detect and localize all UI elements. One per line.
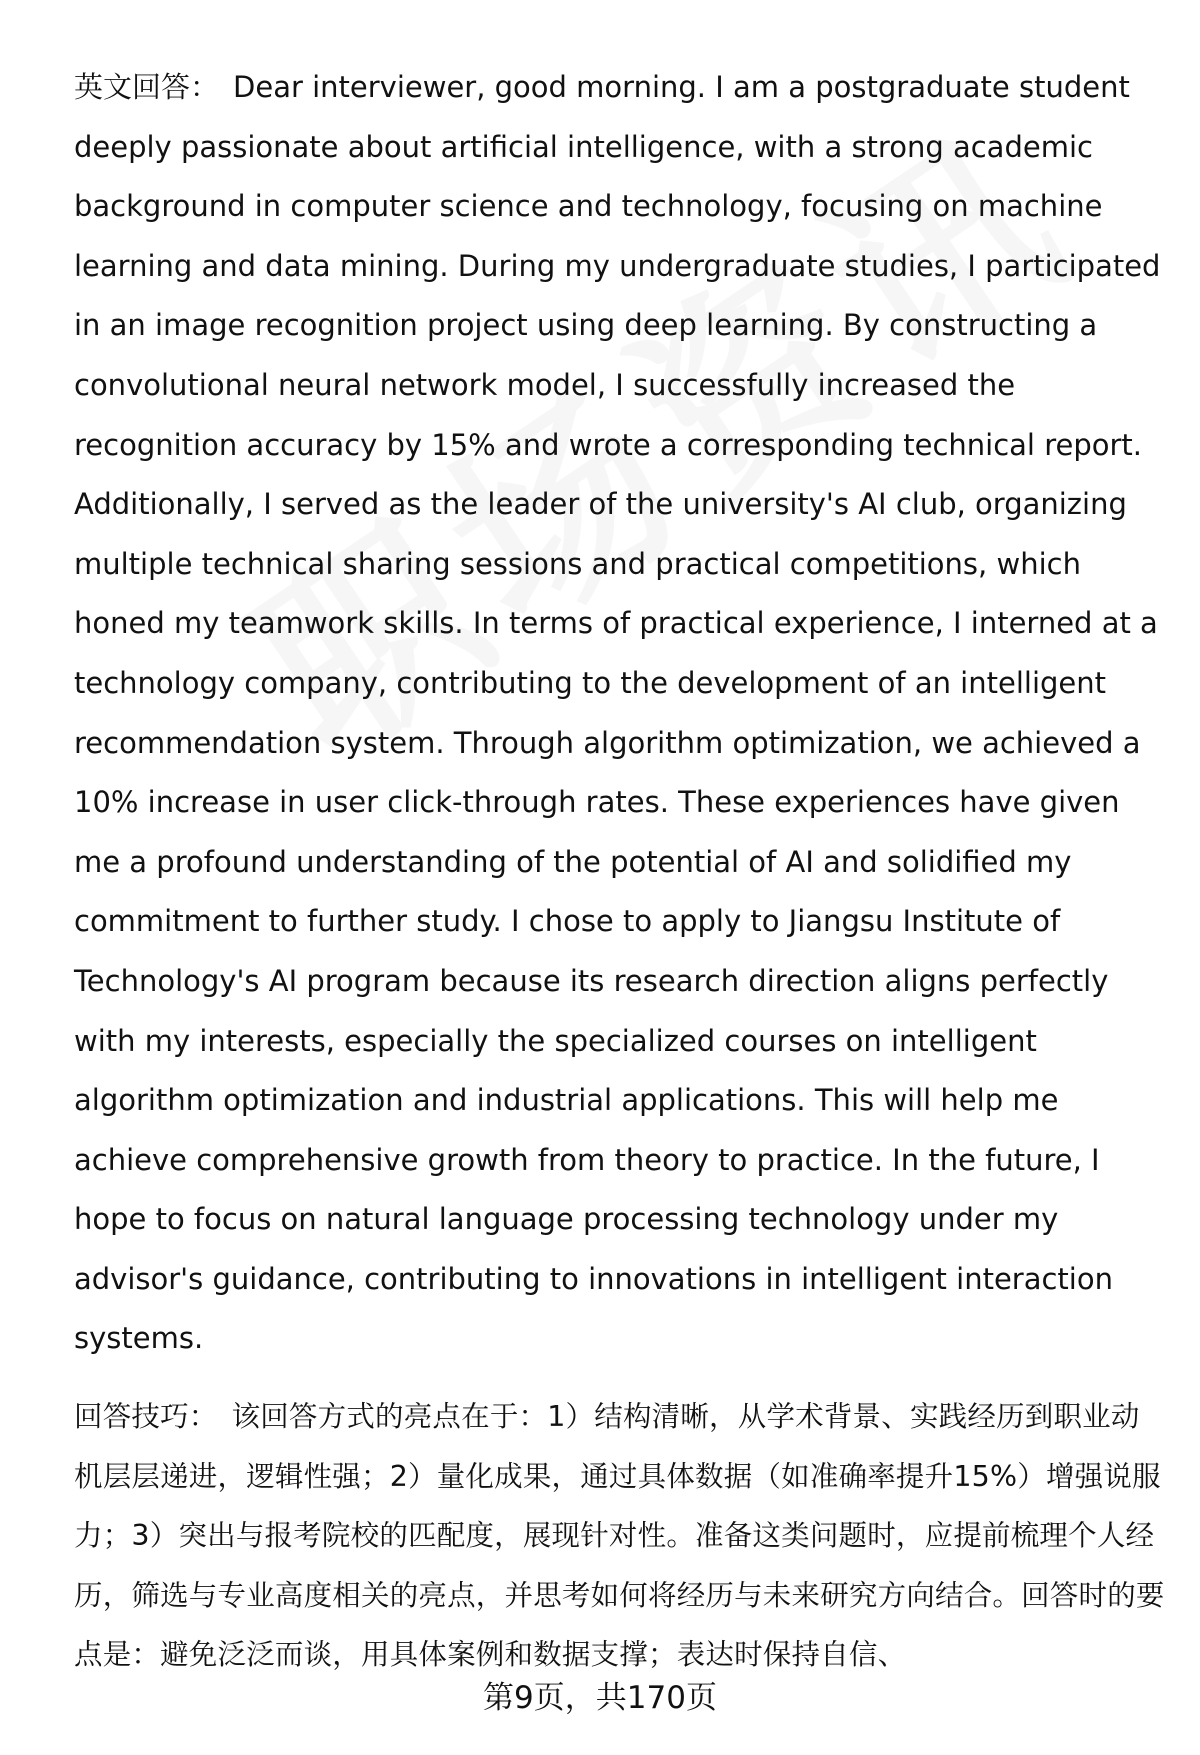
english-answer-label: 英文回答： (74, 70, 220, 104)
answer-tips-text: 该回答方式的亮点在于：1）结构清晰，从学术背景、实践经历到职业动机层层递进，逻辑性强；2）量化成果，通过具体数据（如准确率提升15%）增强说服力；3）突出与报考院校的匹配度，展现针对性。准备这类问题时，应提前梳理个人经历，筛选与专业高度相关的亮点，并思考如何将经历与未来研究方向结合。回答时的要点是：避免泛泛而谈，用具体案例和数据支撑；表达时保持自信、 (74, 1400, 1165, 1672)
page-number: 第9页，共170页 (483, 1680, 717, 1716)
answer-tips-paragraph (74, 1387, 1166, 1685)
english-answer-text: Dear interviewer, good morning. I am a postgraduate student deeply passionate about artificial intelligence, with a strong academic background in computer science and technology, focusing on machine learning and data mining. During my undergraduate studies, I participated in an image recognition project using deep learning. By constructing a convolutional neural network model, I successfully increased the recognition accuracy by 15% and wrote a corresponding technical report. Additionally, I served as the leader of the university's AI club, organizing multiple technical sharing sessions and practical competitions, which honed my teamwork skills. In terms of practical experience, I interned at a technology company, contributing to the development of an intelligent recommendation system. Through algorithm optimization, we achieved a 10% increase in user click-through rates. These experiences have given me a profound understanding of the potential of AI and solidified my commitment to further study. I chose to apply to Jiangsu Institute of Technology's AI program because its research direction aligns perfectly with my interests, especially the specialized courses on intelligent algorithm optimization and industrial applications. This will help me achieve comprehensive growth from theory to practice. In the future, I hope to focus on natural language processing technology under my advisor's guidance, contributing to innovations in intelligent interaction systems. (74, 70, 1161, 1356)
answer-tips-label: 回答技巧： (74, 1400, 218, 1434)
english-answer-paragraph (74, 58, 1166, 1369)
document-body (74, 58, 1166, 1685)
